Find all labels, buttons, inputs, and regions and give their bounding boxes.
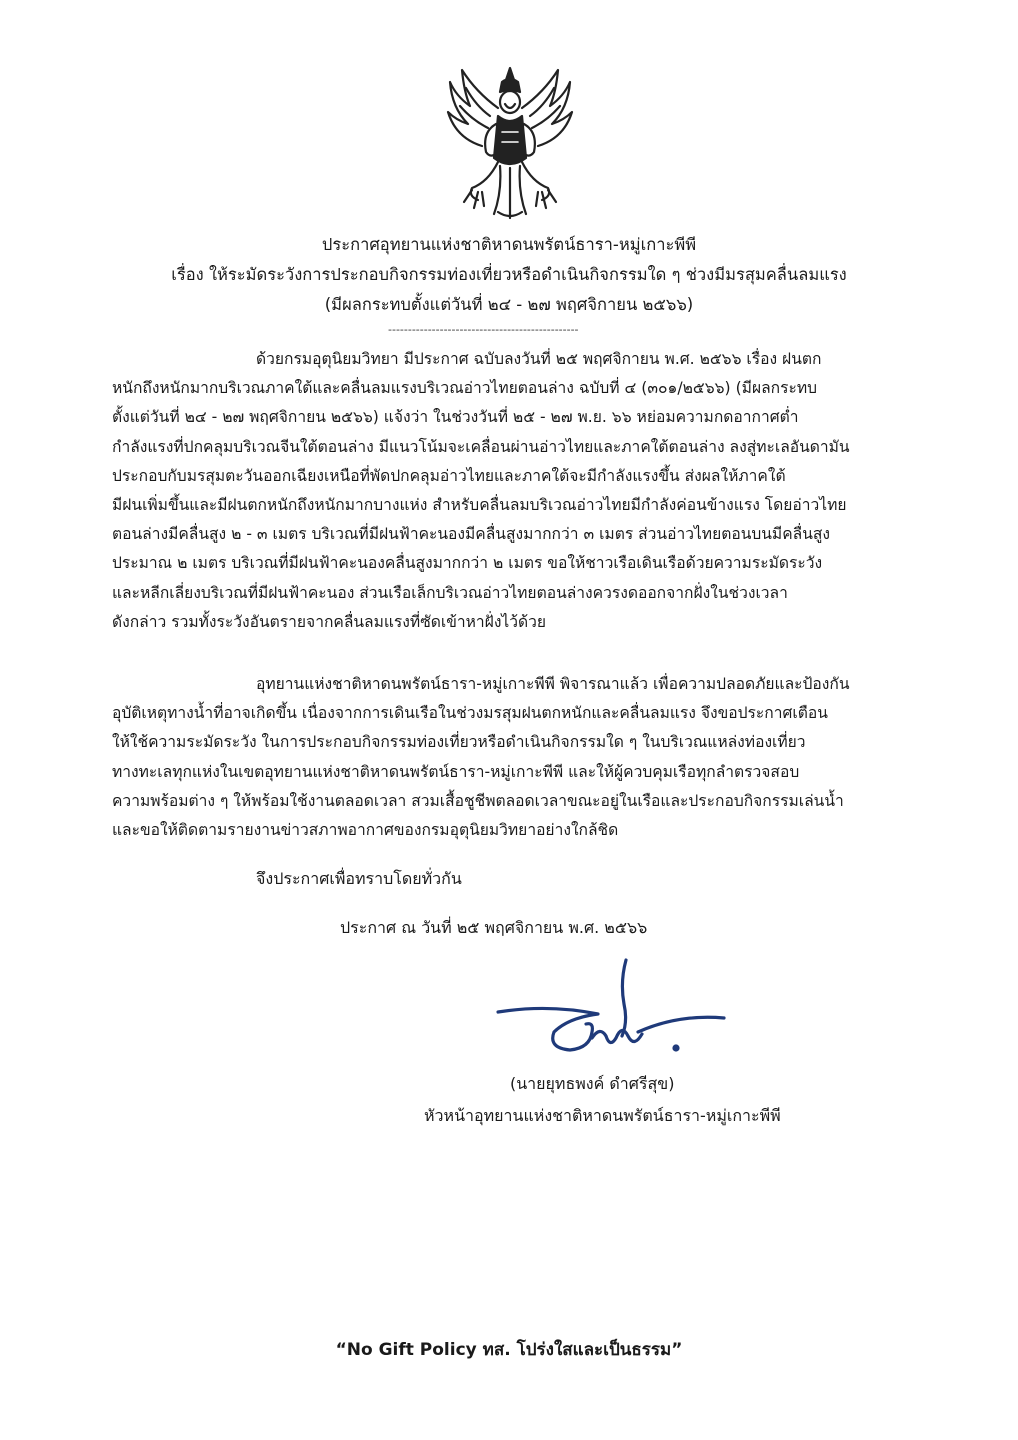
paragraph-line: ประกอบกับมรสุมตะวันออกเฉียงเหนือที่พัดปกคลุมอ่าวไทยและภาคใต้จะมีกำลังแรงขึ้น ส่งผลให้ภาคใต้ [112, 466, 786, 485]
signer-name: (นายยุทธพงค์ ดำศรีสุข) [510, 1074, 675, 1093]
paragraph-line: มีฝนเพิ่มขึ้นและมีฝนตกหนักถึงหนักมากบางแห่ง สำหรับคลื่นลมบริเวณอ่าวไทยมีกำลังค่อนข้างแรง โดยอ่าวไทย [112, 496, 847, 515]
paragraph-line: และขอให้ติดตามรายงานข่าวสภาพอากาศของกรมอุตุนิยมวิทยาอย่างใกล้ชิด [112, 821, 619, 840]
body-paragraph-2 [112, 670, 924, 845]
paragraph-line: ดังกล่าว รวมทั้งระวังอันตรายจากคลื่นลมแรงที่ซัดเข้าหาฝั่งไว้ด้วย [112, 612, 547, 631]
paragraph-line: หนักถึงหนักมากบริเวณภาคใต้และคลื่นลมแรงบริเวณอ่าวไทยตอนล่าง ฉบับที่ ๔ (๓๐๑/๒๕๖๖) (มีผลกระทบ [112, 379, 818, 398]
paragraph-line: ทางทะเลทุกแห่งในเขตอุทยานแห่งชาติหาดนพรัตน์ธารา-หมู่เกาะพีพี และให้ผู้ควบคุมเรือทุกลำตรวจสอบ [112, 762, 800, 781]
announcement-header [60, 230, 958, 320]
paragraph-line: อุบัติเหตุทางน้ำที่อาจเกิดขึ้น เนื่องจากการเดินเรือในช่วงมรสุมฝนตกหนักและคลื่นลมแรง จึงขอประกาศเตือน [112, 704, 828, 723]
paragraph-line: ตั้งแต่วันที่ ๒๔ - ๒๗ พฤศจิกายน ๒๕๖๖) แจ้งว่า ในช่วงวันที่ ๒๕ - ๒๗ พ.ย. ๖๖ หย่อมความกดอากาศต่ำ [112, 408, 799, 427]
paragraph-line: กำลังแรงที่ปกคลุมบริเวณจีนใต้ตอนล่าง มีแนวโน้มจะเคลื่อนผ่านอ่าวไทยและภาคใต้ตอนล่าง ลงสู่ทะเลอันดามัน [112, 437, 850, 456]
announcement-date: ประกาศ ณ วันที่ ๒๕ พฤศจิกายน พ.ศ. ๒๕๖๖ [340, 918, 648, 937]
signer-position: หัวหน้าอุทยานแห่งชาติหาดนพรัตน์ธารา-หมู่เกาะพีพี [424, 1106, 781, 1125]
garuda-emblem-icon [442, 62, 578, 222]
paragraph-line: ตอนล่างมีคลื่นสูง ๒ - ๓ เมตร บริเวณที่มีฝนฟ้าคะนองมีคลื่นสูงมากกว่า ๓ เมตร ส่วนอ่าวไทยตอนบนมีคลื่นสูง [112, 525, 830, 544]
announcement-subject: เรื่อง ให้ระมัดระวังการประกอบกิจกรรมท่องเที่ยวหรือดำเนินกิจกรรมใด ๆ ช่วงมีมรสุมคลื่นลมแรง [171, 265, 847, 284]
footer-slogan: “No Gift Policy ทส. โปร่งใสและเป็นธรรม” [335, 1340, 683, 1360]
signature-image [488, 952, 728, 1072]
announcement-title: ประกาศอุทยานแห่งชาติหาดนพรัตน์ธารา-หมู่เกาะพีพี [321, 235, 697, 254]
paragraph-line: และหลีกเลี่ยงบริเวณที่มีฝนฟ้าคะนอง ส่วนเรือเล็กบริเวณอ่าวไทยตอนล่างควรงดออกจากฝั่งในช่วงเวลา [112, 583, 788, 602]
paragraph-line: ด้วยกรมอุตุนิยมวิทยา มีประกาศ ฉบับลงวันที่ ๒๕ พฤศจิกายน พ.ศ. ๒๕๖๖ เรื่อง ฝนตก [256, 350, 822, 368]
body-paragraph-1 [112, 345, 924, 637]
paragraph-line: อุทยานแห่งชาติหาดนพรัตน์ธารา-หมู่เกาะพีพี พิจารณาแล้ว เพื่อความปลอดภัยและป้องกัน [256, 675, 850, 693]
announcement-effective-period: (มีผลกระทบตั้งแต่วันที่ ๒๔ - ๒๗ พฤศจิกายน ๒๕๖๖) [324, 295, 694, 314]
paragraph-line: ประมาณ ๒ เมตร บริเวณที่มีฝนฟ้าคะนองคลื่นสูงมากกว่า ๒ เมตร ขอให้ชาวเรือเดินเรือด้วยความระมัดระวัง [112, 554, 823, 573]
header-divider: ------------------------------------------------ [388, 323, 579, 336]
paragraph-line: ให้ใช้ความระมัดระวัง ในการประกอบกิจกรรมท่องเที่ยวหรือดำเนินกิจกรรมใด ๆ ในบริเวณแหล่งท่องเที่ยว [112, 733, 806, 752]
closing-statement: จึงประกาศเพื่อทราบโดยทั่วกัน [256, 869, 462, 888]
paragraph-line: ความพร้อมต่าง ๆ ให้พร้อมใช้งานตลอดเวลา สวมเสื้อชูชีพตลอดเวลาขณะอยู่ในเรือและประกอบกิจกรรมเล่นน้ำ [112, 791, 844, 810]
